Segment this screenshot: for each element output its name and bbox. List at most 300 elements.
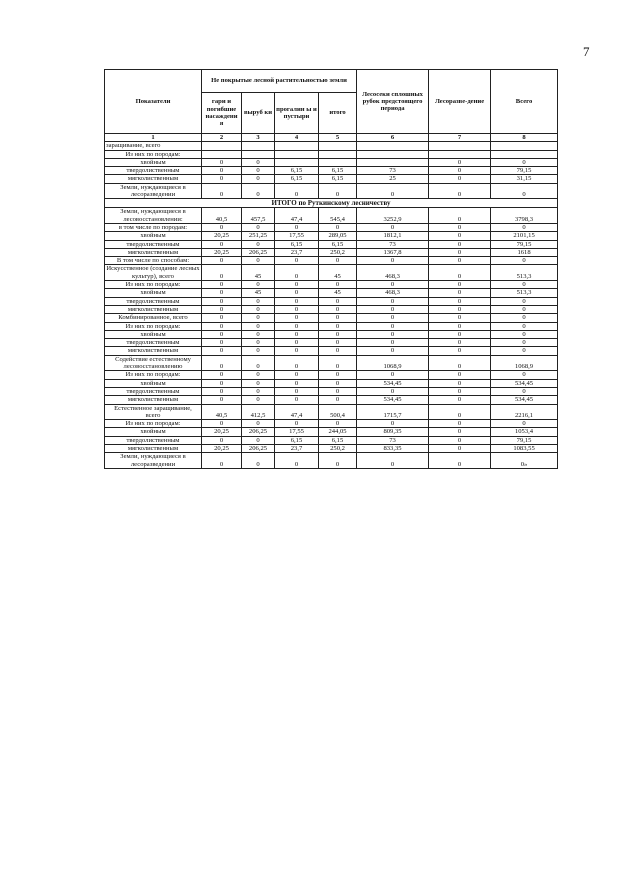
table-cell: 0 (491, 371, 558, 379)
table-cell (357, 142, 429, 150)
table-row (105, 175, 558, 183)
table-cell: 20,25 (202, 248, 242, 256)
column-number: 7 (429, 134, 491, 142)
table-cell: 0 (491, 339, 558, 347)
row-label: Искусственное (создание лесных культур), всего (106, 265, 200, 280)
table-cell: 0 (491, 158, 558, 166)
table-cell: 0 (275, 396, 319, 404)
row-label: Земли, нуждающиеся в лесоразведении (105, 453, 202, 469)
table-cell (491, 150, 558, 158)
table-cell: 0 (242, 420, 275, 428)
table-cell: 0 (319, 314, 357, 322)
table-cell: 0 (275, 387, 319, 395)
row-label: мягколиственным (105, 305, 202, 313)
table-cell: 0 (429, 396, 491, 404)
table-cell (275, 142, 319, 150)
table-row (105, 248, 558, 256)
table-cell: 0 (242, 281, 275, 289)
table-row (105, 208, 558, 224)
row-label: заращивание, всего (105, 142, 202, 150)
table-cell: 23,7 (275, 248, 319, 256)
table-cell: 0 (202, 387, 242, 395)
table-cell: 0» (491, 453, 558, 469)
table-row (105, 371, 558, 379)
column-number: 1 (105, 134, 202, 142)
header-clearcut: Лесосеки сплошных рубок предстоящего периода (357, 70, 429, 134)
table-cell: 0 (202, 436, 242, 444)
table-cell: 0 (319, 330, 357, 338)
column-number: 4 (275, 134, 319, 142)
header-not-covered-group: Не покрытые лесной растительностью земли (202, 70, 357, 93)
row-label: Из них по породам: (105, 281, 202, 289)
table-cell: 0 (429, 289, 491, 297)
table-cell: 534,45 (357, 396, 429, 404)
table-cell: 0 (202, 289, 242, 297)
table-cell: 0 (202, 420, 242, 428)
table-cell: 0 (357, 281, 429, 289)
row-label: Из них по породам: (105, 371, 202, 379)
table-cell: 0 (429, 232, 491, 240)
row-label: Естественное заращивание, всего (105, 404, 202, 420)
table-cell: 0 (242, 436, 275, 444)
table-cell: 0 (429, 158, 491, 166)
table-cell: 0 (202, 257, 242, 265)
table-cell: 17,55 (275, 232, 319, 240)
table-cell: 0 (275, 281, 319, 289)
table-cell: 0 (429, 183, 491, 199)
table-cell: 1068,9 (357, 355, 429, 371)
table-cell: 6,15 (319, 175, 357, 183)
table-row (105, 257, 558, 265)
table-cell: 20,25 (202, 444, 242, 452)
row-label: хвойным (105, 428, 202, 436)
row-label: В том числе по способам: (105, 257, 202, 265)
table-cell: 0 (491, 257, 558, 265)
table-cell: 0 (202, 322, 242, 330)
header-glades: прогалин ы и пустыри (275, 93, 319, 134)
table-row (105, 428, 558, 436)
table-cell (429, 142, 491, 150)
table-cell: 20,25 (202, 232, 242, 240)
table-cell: 1715,7 (357, 404, 429, 420)
table-cell: 0 (242, 305, 275, 313)
table-row (105, 339, 558, 347)
table-cell: 0 (429, 330, 491, 338)
table-cell: 0 (242, 314, 275, 322)
table-cell: 0 (202, 347, 242, 355)
row-label: мягколиственным (105, 175, 202, 183)
table-cell: 0 (429, 208, 491, 224)
table-cell: 0 (319, 281, 357, 289)
table-cell: 0 (275, 265, 319, 281)
table-row (105, 355, 558, 371)
table-row (105, 387, 558, 395)
table-cell: 0 (429, 339, 491, 347)
row-label: хвойным (105, 379, 202, 387)
table-cell: 25 (357, 175, 429, 183)
table-cell: 23,7 (275, 444, 319, 452)
table-cell: 6,15 (275, 240, 319, 248)
table-cell: 0 (242, 387, 275, 395)
table-cell: 412,5 (242, 404, 275, 420)
column-number: 5 (319, 134, 357, 142)
table-cell: 0 (429, 444, 491, 452)
table-cell: 6,15 (319, 240, 357, 248)
table-cell: 0 (491, 347, 558, 355)
table-cell: 0 (429, 387, 491, 395)
column-number: 6 (357, 134, 429, 142)
row-label: Содействие естественному лесовосстановлению (105, 355, 202, 371)
table-cell: 0 (242, 183, 275, 199)
table-cell: 45 (319, 289, 357, 297)
table-cell: 0 (202, 379, 242, 387)
table-cell: 0 (429, 167, 491, 175)
table-cell: 250,2 (319, 444, 357, 452)
table-cell: 0 (491, 223, 558, 231)
table-cell: 0 (357, 297, 429, 305)
table-row (105, 305, 558, 313)
table-cell: 0 (429, 355, 491, 371)
table-cell: 0 (275, 257, 319, 265)
table-cell: 0 (202, 158, 242, 166)
table-cell: 0 (491, 281, 558, 289)
table-cell: 534,45 (491, 396, 558, 404)
table-cell: 0 (275, 223, 319, 231)
table-cell: 0 (319, 347, 357, 355)
table-row (105, 453, 558, 469)
table-cell (275, 158, 319, 166)
table-cell (319, 150, 357, 158)
table-cell: 1367,8 (357, 248, 429, 256)
table-cell: 833,35 (357, 444, 429, 452)
table-cell: 17,55 (275, 428, 319, 436)
table-row (105, 158, 558, 166)
table-cell: 0 (491, 297, 558, 305)
column-number: 8 (491, 134, 558, 142)
table-cell (275, 150, 319, 158)
table-cell: 0 (242, 223, 275, 231)
table-cell: 545,4 (319, 208, 357, 224)
table-cell: 0 (202, 355, 242, 371)
table-cell: 534,45 (491, 379, 558, 387)
section-header (105, 199, 558, 208)
table-cell: 47,4 (275, 404, 319, 420)
table-cell: 73 (357, 436, 429, 444)
table-cell: 0 (357, 347, 429, 355)
table-cell (242, 150, 275, 158)
table-row (105, 420, 558, 428)
row-label: твердолиственным (105, 387, 202, 395)
table-cell (319, 158, 357, 166)
table-cell: 1083,55 (491, 444, 558, 452)
table-cell: 0 (275, 371, 319, 379)
row-label: в том числе по породам: (105, 223, 202, 231)
table-cell: 2216,1 (491, 404, 558, 420)
table-cell: 244,05 (319, 428, 357, 436)
table-cell: 0 (202, 183, 242, 199)
table-cell (357, 150, 429, 158)
table-cell (319, 142, 357, 150)
row-label: Из них по породам: (105, 322, 202, 330)
table-cell: 0 (491, 183, 558, 199)
table-body-before (105, 142, 558, 199)
table-cell: 20,25 (202, 428, 242, 436)
table-cell: 0 (242, 396, 275, 404)
table-cell: 0 (275, 355, 319, 371)
table-cell: 0 (429, 347, 491, 355)
table-cell: 0 (491, 314, 558, 322)
table-cell: 0 (275, 379, 319, 387)
table-cell: 0 (491, 305, 558, 313)
table-cell: 45 (319, 265, 357, 281)
header-indicators: Показатели (105, 70, 202, 134)
table-cell: 73 (357, 167, 429, 175)
table-cell: 0 (202, 396, 242, 404)
table-cell: 0 (357, 371, 429, 379)
table-cell: 0 (242, 167, 275, 175)
table-cell: 0 (242, 347, 275, 355)
table-cell: 0 (357, 339, 429, 347)
table-cell: 0 (357, 223, 429, 231)
table-cell: 0 (242, 339, 275, 347)
table-cell: 0 (429, 453, 491, 469)
table-cell: 0 (429, 265, 491, 281)
table-cell: 0 (202, 305, 242, 313)
table-cell: 0 (202, 330, 242, 338)
row-label: хвойным (105, 330, 202, 338)
row-label: твердолиственным (105, 339, 202, 347)
table-cell: 79,15 (491, 167, 558, 175)
table-cell: 0 (357, 257, 429, 265)
table-cell: 3252,9 (357, 208, 429, 224)
table-cell: 0 (202, 240, 242, 248)
table-row (105, 314, 558, 322)
table-cell: 1618 (491, 248, 558, 256)
table-cell: 79,15 (491, 240, 558, 248)
table-cell (242, 142, 275, 150)
table-cell: 0 (357, 305, 429, 313)
section-row (105, 199, 558, 208)
row-label: Комбинированное, всего (105, 314, 202, 322)
table-cell: 45 (242, 289, 275, 297)
table-cell: 0 (319, 453, 357, 469)
table-cell: 0 (275, 322, 319, 330)
table-cell: 206,25 (242, 248, 275, 256)
table-cell: 0 (242, 453, 275, 469)
table-cell: 0 (429, 305, 491, 313)
table-cell: 0 (242, 355, 275, 371)
table-cell: 0 (202, 265, 242, 281)
table-cell: 2101,15 (491, 232, 558, 240)
table-row (105, 404, 558, 420)
table-cell: 6,15 (319, 167, 357, 175)
table-cell: 0 (319, 339, 357, 347)
row-label: твердолиственным (105, 167, 202, 175)
table-cell: 73 (357, 240, 429, 248)
table-row (105, 240, 558, 248)
table-cell: 0 (429, 371, 491, 379)
table-cell: 0 (429, 240, 491, 248)
table-cell: 0 (319, 420, 357, 428)
table-cell: 0 (319, 305, 357, 313)
table-cell: 0 (202, 453, 242, 469)
column-number: 2 (202, 134, 242, 142)
table-cell: 0 (202, 223, 242, 231)
table-cell: 0 (319, 183, 357, 199)
table-cell: 6,15 (275, 175, 319, 183)
table-cell: 0 (319, 396, 357, 404)
row-label: мягколиственным (105, 396, 202, 404)
table-cell: 251,25 (242, 232, 275, 240)
row-label: твердолиственным (105, 436, 202, 444)
row-label: твердолиственным (105, 240, 202, 248)
table-cell: 0 (202, 339, 242, 347)
table-cell: 0 (242, 158, 275, 166)
table-cell: 47,4 (275, 208, 319, 224)
table-cell: 0 (319, 379, 357, 387)
table-cell: 0 (429, 281, 491, 289)
table-cell: 468,3 (357, 265, 429, 281)
table-cell: 206,25 (242, 428, 275, 436)
table-row (105, 265, 558, 281)
table-cell: 0 (491, 387, 558, 395)
table-cell: 500,4 (319, 404, 357, 420)
table-row (105, 330, 558, 338)
table-cell: 0 (275, 453, 319, 469)
table-cell: 0 (242, 257, 275, 265)
table-cell: 0 (275, 339, 319, 347)
row-label: мягколиственным (105, 248, 202, 256)
table-cell: 0 (275, 305, 319, 313)
table-row (105, 289, 558, 297)
table-cell: 1053,4 (491, 428, 558, 436)
table-cell: 0 (202, 371, 242, 379)
table-cell: 0 (319, 355, 357, 371)
table-body-after (105, 208, 558, 469)
forest-restoration-table (104, 69, 558, 469)
table-cell: 0 (275, 420, 319, 428)
row-label: Земли, нуждающиеся в лесовосстановлении: (105, 208, 202, 224)
table-cell: 0 (429, 404, 491, 420)
table-cell: 0 (357, 453, 429, 469)
row-label: хвойным (105, 158, 202, 166)
table-cell: 289,05 (319, 232, 357, 240)
table-row (105, 183, 558, 199)
header-row-top (105, 70, 558, 93)
row-label: мягколиственным (105, 347, 202, 355)
table-cell: 31,15 (491, 175, 558, 183)
table-row (105, 322, 558, 330)
table-cell: 457,5 (242, 208, 275, 224)
table-cell: 0 (491, 420, 558, 428)
table-cell (202, 150, 242, 158)
table-row (105, 297, 558, 305)
table-cell: 3798,3 (491, 208, 558, 224)
table-row (105, 232, 558, 240)
table-cell: 0 (429, 420, 491, 428)
table-cell: 0 (491, 322, 558, 330)
table-cell: 0 (202, 175, 242, 183)
table-cell: 0 (429, 248, 491, 256)
table-cell: 0 (275, 347, 319, 355)
table-cell: 0 (242, 371, 275, 379)
table-cell: 45 (242, 265, 275, 281)
table-cell: 1068,9 (491, 355, 558, 371)
page-number: 7 (583, 44, 590, 59)
table-cell: 0 (429, 428, 491, 436)
table-row (105, 223, 558, 231)
header-reforestation: Лесоразве-дение (429, 70, 491, 134)
table-cell (429, 150, 491, 158)
table-cell: 0 (319, 371, 357, 379)
table-cell: 1812,1 (357, 232, 429, 240)
table-cell: 6,15 (275, 436, 319, 444)
table-cell: 0 (242, 379, 275, 387)
table-cell: 0 (357, 314, 429, 322)
row-label: Земли, нуждающиеся в лесоразведении (105, 183, 202, 199)
table-cell: 0 (319, 257, 357, 265)
table-cell: 0 (429, 175, 491, 183)
table-cell: 0 (242, 240, 275, 248)
header-total-not-covered: итого (319, 93, 357, 134)
table-row (105, 379, 558, 387)
table-cell: 0 (275, 330, 319, 338)
row-label: мягколиственным (105, 444, 202, 452)
table-row (105, 150, 558, 158)
table-cell: 0 (319, 322, 357, 330)
header-burned: гари и погибшие насаждени я (202, 93, 242, 134)
table-cell: 0 (319, 223, 357, 231)
table-row (105, 396, 558, 404)
table-cell: 0 (429, 379, 491, 387)
table-cell: 6,15 (319, 436, 357, 444)
row-label: Из них по породам: (105, 420, 202, 428)
table-cell: 0 (491, 330, 558, 338)
table-cell: 79,15 (491, 436, 558, 444)
table-cell: 206,25 (242, 444, 275, 452)
table-cell: 0 (242, 322, 275, 330)
header-cuttings: выруб ки (242, 93, 275, 134)
table-cell: 0 (202, 297, 242, 305)
table-row (105, 142, 558, 150)
table-cell: 0 (357, 322, 429, 330)
table-cell: 468,3 (357, 289, 429, 297)
table-cell: 534,45 (357, 379, 429, 387)
table-cell: 0 (357, 183, 429, 199)
table-cell: 0 (319, 387, 357, 395)
row-label: Из них по породам: (105, 150, 202, 158)
table-cell: 513,3 (491, 265, 558, 281)
section-title: ИТОГО по Руткинскому лесничеству (105, 199, 558, 208)
table-cell: 0 (202, 281, 242, 289)
table-cell (357, 158, 429, 166)
table-cell: 0 (242, 175, 275, 183)
table-cell: 0 (357, 420, 429, 428)
table-cell: 513,3 (491, 289, 558, 297)
table-cell: 6,15 (275, 167, 319, 175)
table-row (105, 281, 558, 289)
table-cell: 0 (429, 223, 491, 231)
row-label: хвойным (105, 232, 202, 240)
table-row (105, 167, 558, 175)
table-cell: 250,2 (319, 248, 357, 256)
table-row (105, 436, 558, 444)
table-cell: 0 (275, 297, 319, 305)
table-cell: 0 (275, 183, 319, 199)
table-cell: 40,5 (202, 404, 242, 420)
table-cell: 0 (275, 314, 319, 322)
row-label: хвойным (105, 289, 202, 297)
